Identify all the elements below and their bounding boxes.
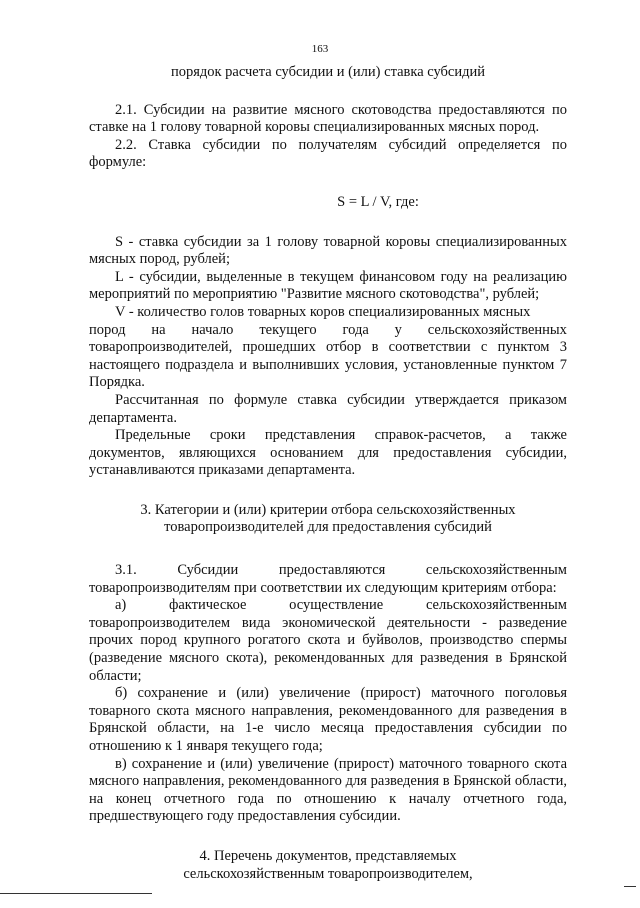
item-a-first-line: [89, 597, 567, 615]
word: начало: [191, 321, 234, 338]
paragraph-deadlines: Предельные сроки представления справок-расчетов, а также документов, являющихся основанием для предоставления субсидии, устанавливаются приказами департамента.: [89, 427, 567, 479]
section-3-heading: [89, 502, 567, 537]
definition-l: L - субсидии, выделенные в текущем финансовом году на реализацию мероприятий по мероприятию "Развитие мясного скотоводства", рублей;: [89, 268, 567, 303]
word: 3.1.: [115, 562, 137, 579]
word: предоставляются: [278, 562, 386, 579]
word: сельскохозяйственным: [425, 597, 567, 614]
definition-v-line1: V - количество голов товарных коров специализированных мясных: [115, 303, 531, 320]
item-c: в) сохранение и (или) увеличение (прирост) маточного товарного скота мясного направления, рекомендованного для разведения в Брянской области, на конец отчетного года по отношению к началу отчетного года, предшествующего году предоставления субсидии.: [89, 755, 567, 825]
item-b: б) сохранение и (или) увеличение (прирост) маточного поголовья товарного скота мясного направления, рекомендованного для разведения в Брянской области, на 1-е число месяца предоставления субсидии по отношению к 1 января текущего года;: [89, 685, 567, 754]
word: а): [115, 597, 127, 614]
word: на: [151, 321, 166, 338]
word: пород: [89, 321, 126, 338]
paragraph-2-1: 2.1. Субсидии на развитие мясного скотоводства предоставляются по ставке на 1 голову товарной коровы специализированных мясных пород.: [89, 101, 567, 136]
word: фактическое: [168, 597, 247, 614]
section-3-heading-line1: 3. Категории и (или) критерии отбора сельскохозяйственных: [140, 501, 516, 518]
word: осуществление: [289, 597, 384, 614]
document-body: [89, 64, 567, 908]
item-a-rest: товаропроизводителем вида экономической деятельности - разведение прочих пород крупного рогатого скота и буйволов, производство спермы (разведение мясного скота), рекомендованных для разведения в Брянской области;: [89, 614, 567, 684]
definition-s: S - ставка субсидии за 1 голову товарной коровы специализированных мясных пород, рублей;: [89, 233, 567, 268]
word: сельскохозяйственным: [425, 562, 567, 579]
word: года: [342, 321, 369, 338]
paragraph-2-2: 2.2. Ставка субсидии по получателям субсидий определяется по формуле:: [89, 136, 567, 171]
paragraph-3-1-rest: товаропроизводителям при соответствии их следующим критериям отбора:: [89, 579, 557, 596]
word: текущего: [259, 321, 317, 338]
formula: S = L / V, где:: [337, 193, 419, 210]
page-number: 163: [311, 43, 329, 55]
section-3-heading-line2: товаропроизводителей для предоставления субсидий: [164, 519, 492, 536]
scan-edge-line: [0, 893, 152, 894]
definition-v-line2: [89, 322, 567, 340]
paragraph-approved: Рассчитанная по формуле ставка субсидии утверждается приказом департамента.: [89, 391, 567, 426]
definition-v-rest: товаропроизводителей, прошедших отбор в соответствии с пунктом 3 настоящего подраздела и выполнивших условия, установленные пунктом 7 Порядка.: [89, 339, 567, 391]
section-4-heading: [89, 848, 567, 883]
word: у: [394, 321, 402, 338]
word: сельскохозяйственных: [427, 321, 567, 338]
paragraph-3-1-first-line: [89, 562, 567, 580]
section-4-heading-line2: сельскохозяйственным товаропроизводителем,: [183, 865, 473, 882]
section-4-heading-line1: 4. Перечень документов, представляемых: [199, 847, 457, 864]
subsection-heading: порядок расчета субсидии и (или) ставка субсидий: [170, 64, 486, 80]
word: Субсидии: [177, 562, 239, 579]
scan-edge-mark: [624, 886, 636, 887]
